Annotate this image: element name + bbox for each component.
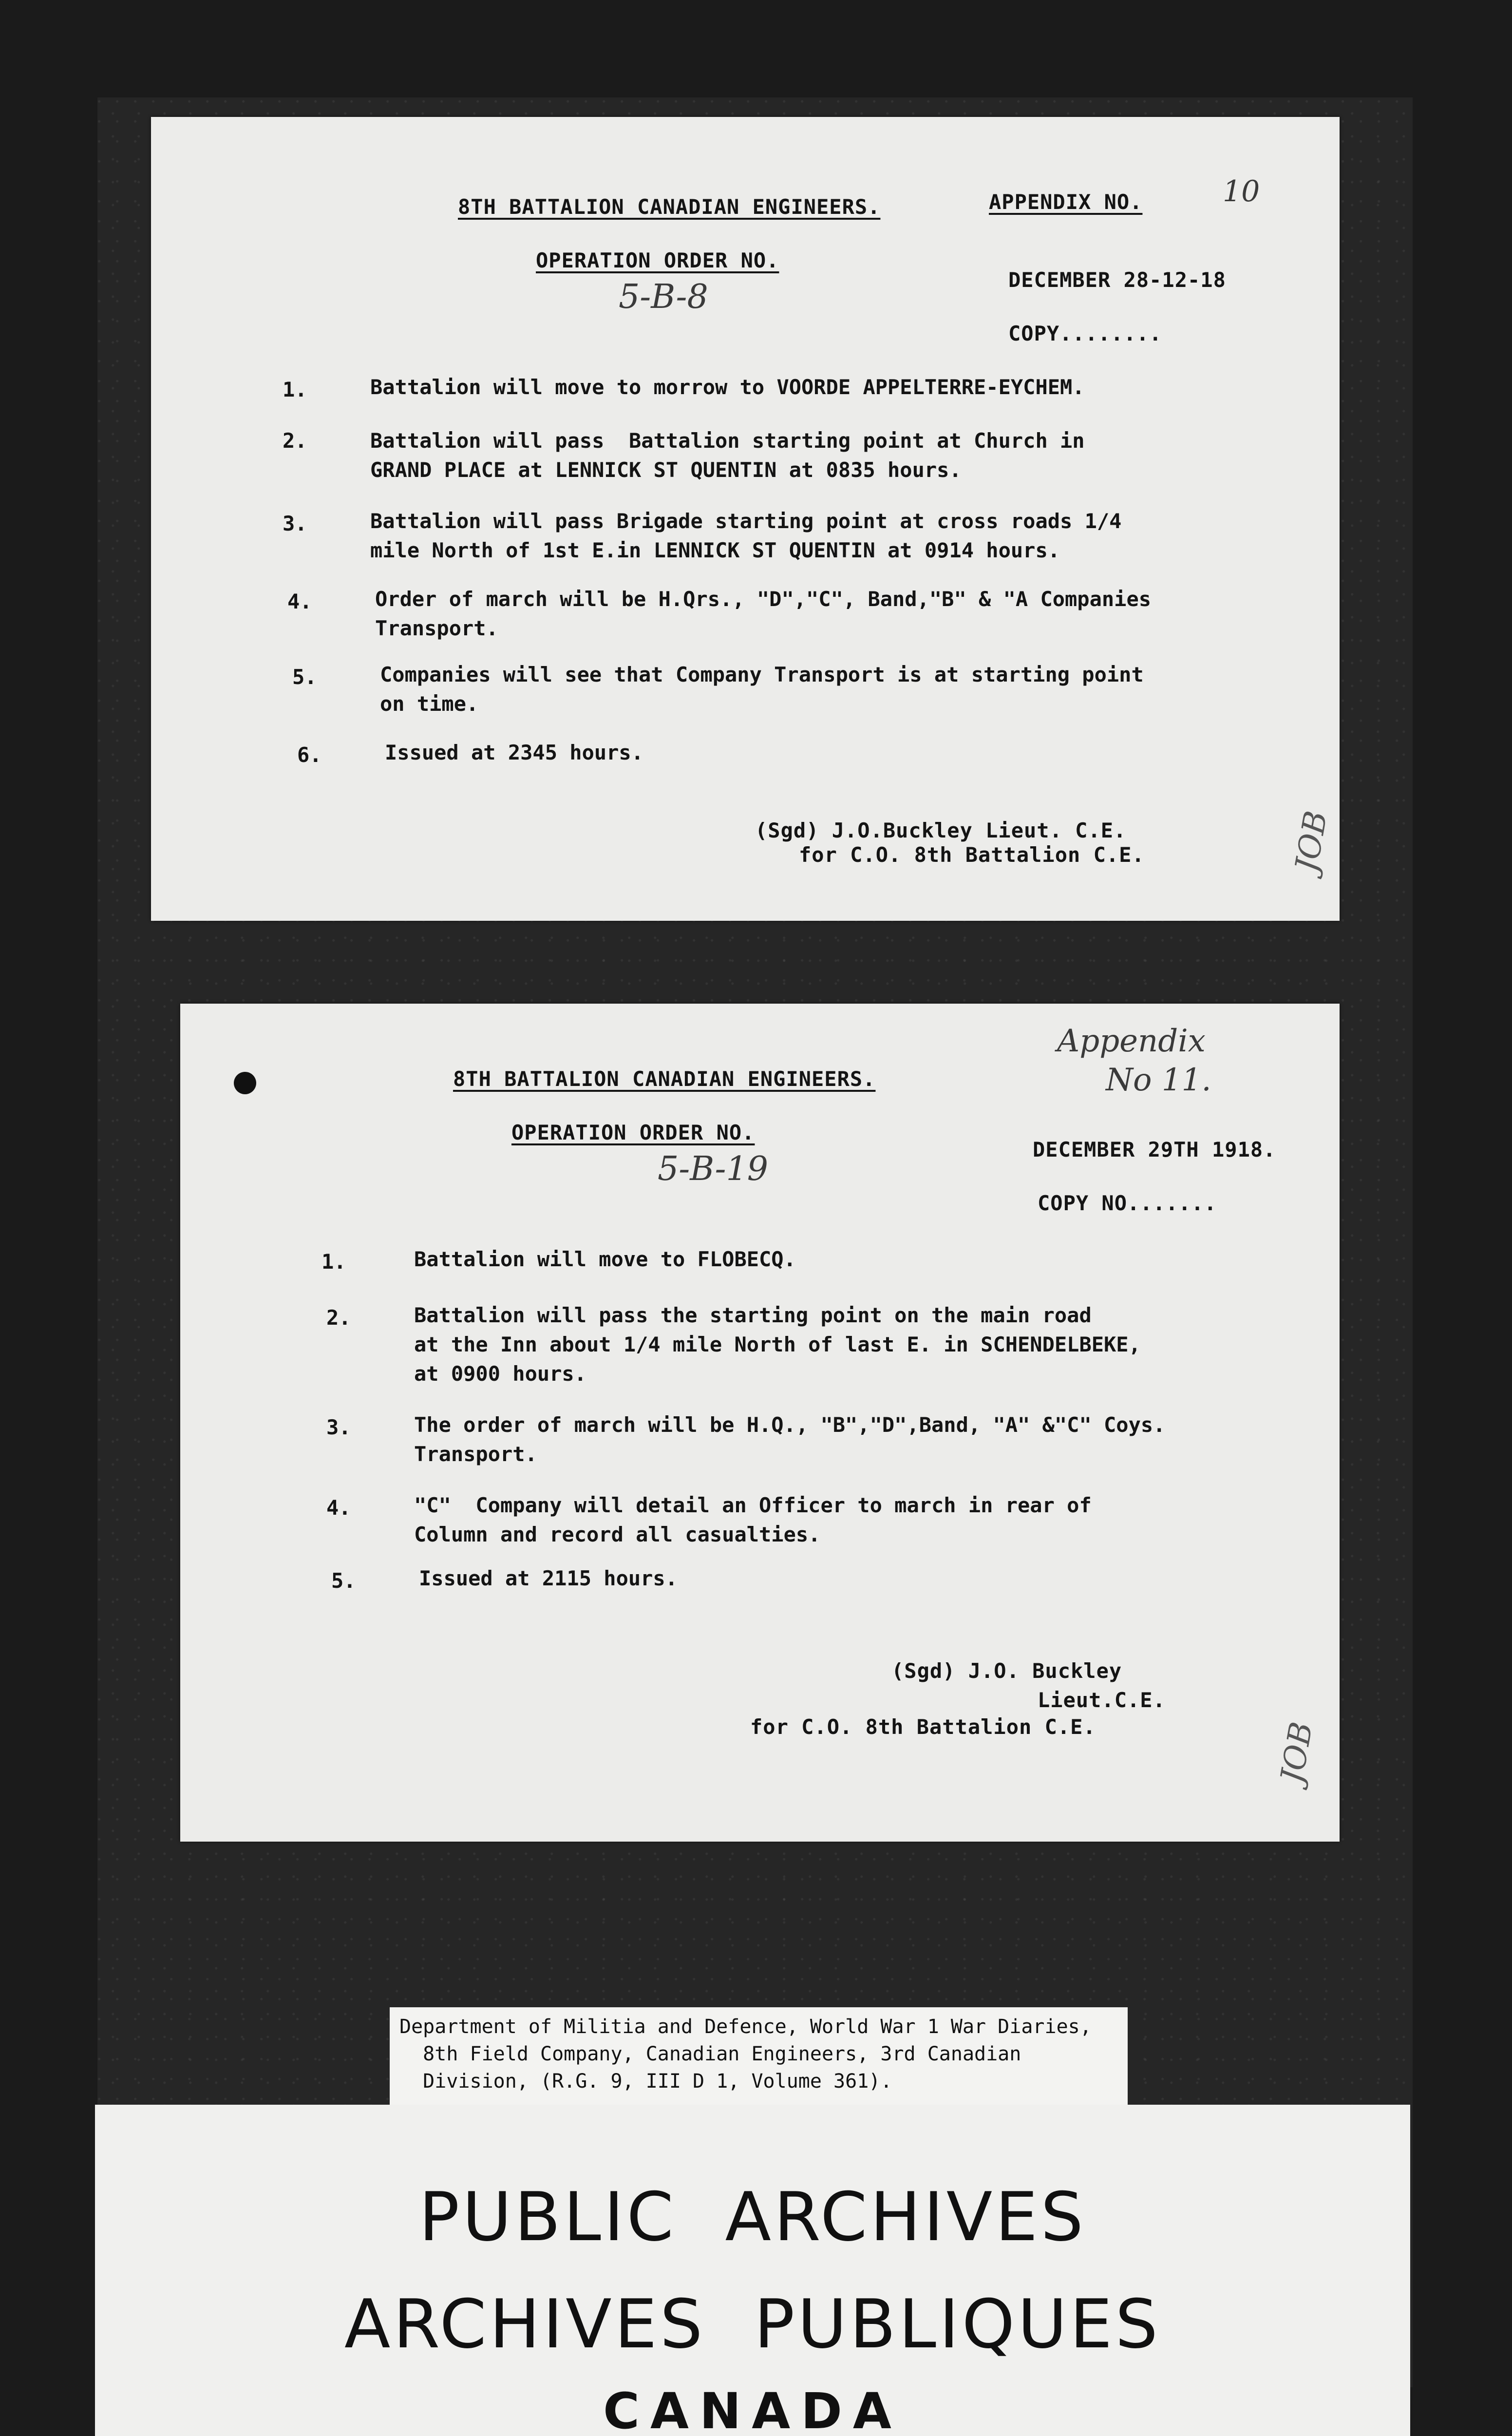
item-number: 2. — [326, 1306, 351, 1330]
label-line: 8th Field Company, Canadian Engineers, 3rd Canadian — [399, 2043, 1021, 2065]
order-reference-handwritten: 5-B-8 — [619, 278, 708, 316]
item-number: 4. — [326, 1496, 351, 1520]
order-item: Battalion will pass Brigade starting point at cross roads 1/4 mile North of 1st E.in LENNICK ST QUENTIN at 0914 hours. — [370, 509, 1122, 562]
label-line: Department of Militia and Defence, World War 1 War Diaries, — [399, 2016, 1092, 2038]
order-item: Battalion will pass Battalion starting point at Church in GRAND PLACE at LENNICK ST QUENTIN at 0835 hours. — [370, 429, 1085, 482]
signature-for-line: for C.O. 8th Battalion C.E. — [799, 843, 1145, 867]
operation-order-card-2 — [180, 1004, 1340, 1842]
operation-order-card-1 — [151, 117, 1340, 921]
banner-line-country: CANADA — [603, 2382, 902, 2436]
order-title: OPERATION ORDER NO. — [536, 248, 779, 272]
order-item: Order of march will be H.Qrs., "D","C", Band,"B" & "A Companies Transport. — [375, 587, 1152, 640]
item-number: 2. — [283, 429, 307, 453]
appendix-number-handwritten: 10 — [1223, 174, 1260, 209]
item-number: 5. — [292, 665, 317, 689]
item-number: 5. — [331, 1569, 356, 1593]
signature-line: (Sgd) J.O.Buckley Lieut. C.E. — [755, 818, 1127, 842]
item-number: 4. — [287, 590, 312, 613]
banner-line-french: ARCHIVES PUBLIQUES — [344, 2285, 1161, 2363]
order-item: The order of march will be H.Q., "B","D",Band, "A" &"C" Coys. Transport. — [414, 1413, 1166, 1466]
item-number: 3. — [326, 1415, 351, 1439]
order-title: OPERATION ORDER NO. — [511, 1121, 755, 1144]
appendix-number-handwritten: No 11. — [1106, 1062, 1211, 1098]
order-item: Battalion will move to FLOBECQ. — [414, 1247, 796, 1271]
signature-for-line: for C.O. 8th Battalion C.E. — [750, 1715, 1096, 1739]
order-date: DECEMBER 28-12-18 — [1008, 268, 1226, 292]
item-number: 1. — [283, 378, 307, 401]
unit-heading: 8TH BATTALION CANADIAN ENGINEERS. — [453, 1067, 876, 1091]
unit-heading: 8TH BATTALION CANADIAN ENGINEERS. — [458, 195, 881, 219]
order-item: Issued at 2115 hours. — [419, 1566, 678, 1590]
item-number: 3. — [283, 512, 307, 535]
banner-line-english: PUBLIC ARCHIVES — [418, 2178, 1086, 2256]
copy-line: COPY........ — [1008, 322, 1162, 345]
appendix-label: APPENDIX NO. — [989, 190, 1143, 214]
order-item: Issued at 2345 hours. — [385, 741, 644, 764]
order-item: Companies will see that Company Transport is at starting point on time. — [380, 663, 1144, 716]
public-archives-banner — [95, 2105, 1410, 2436]
label-line: Division, (R.G. 9, III D 1, Volume 361). — [399, 2070, 892, 2093]
order-date: DECEMBER 29TH 1918. — [1033, 1138, 1276, 1161]
order-item: Battalion will move to morrow to VOORDE APPELTERRE-EYCHEM. — [370, 375, 1085, 399]
order-item: Battalion will pass the starting point on the main road at the Inn about 1/4 mile North of last E. in SCHENDELBEKE, at 0900 hours. — [414, 1303, 1141, 1386]
item-number: 6. — [297, 743, 322, 767]
signature-rank: Lieut.C.E. — [1038, 1688, 1166, 1712]
archive-reference-label — [390, 2007, 1128, 2105]
punch-hole-mark — [234, 1072, 256, 1094]
order-reference-handwritten: 5-B-19 — [658, 1150, 768, 1188]
initials-handwritten: JOB — [1288, 808, 1335, 875]
copy-line: COPY NO....... — [1038, 1191, 1217, 1215]
signature-line: (Sgd) J.O. Buckley — [891, 1659, 1122, 1683]
item-number: 1. — [321, 1250, 346, 1274]
order-item: "C" Company will detail an Officer to march in rear of Column and record all casualties. — [414, 1493, 1092, 1546]
appendix-label-handwritten: Appendix — [1057, 1023, 1206, 1059]
initials-handwritten: JOB — [1274, 1719, 1320, 1786]
